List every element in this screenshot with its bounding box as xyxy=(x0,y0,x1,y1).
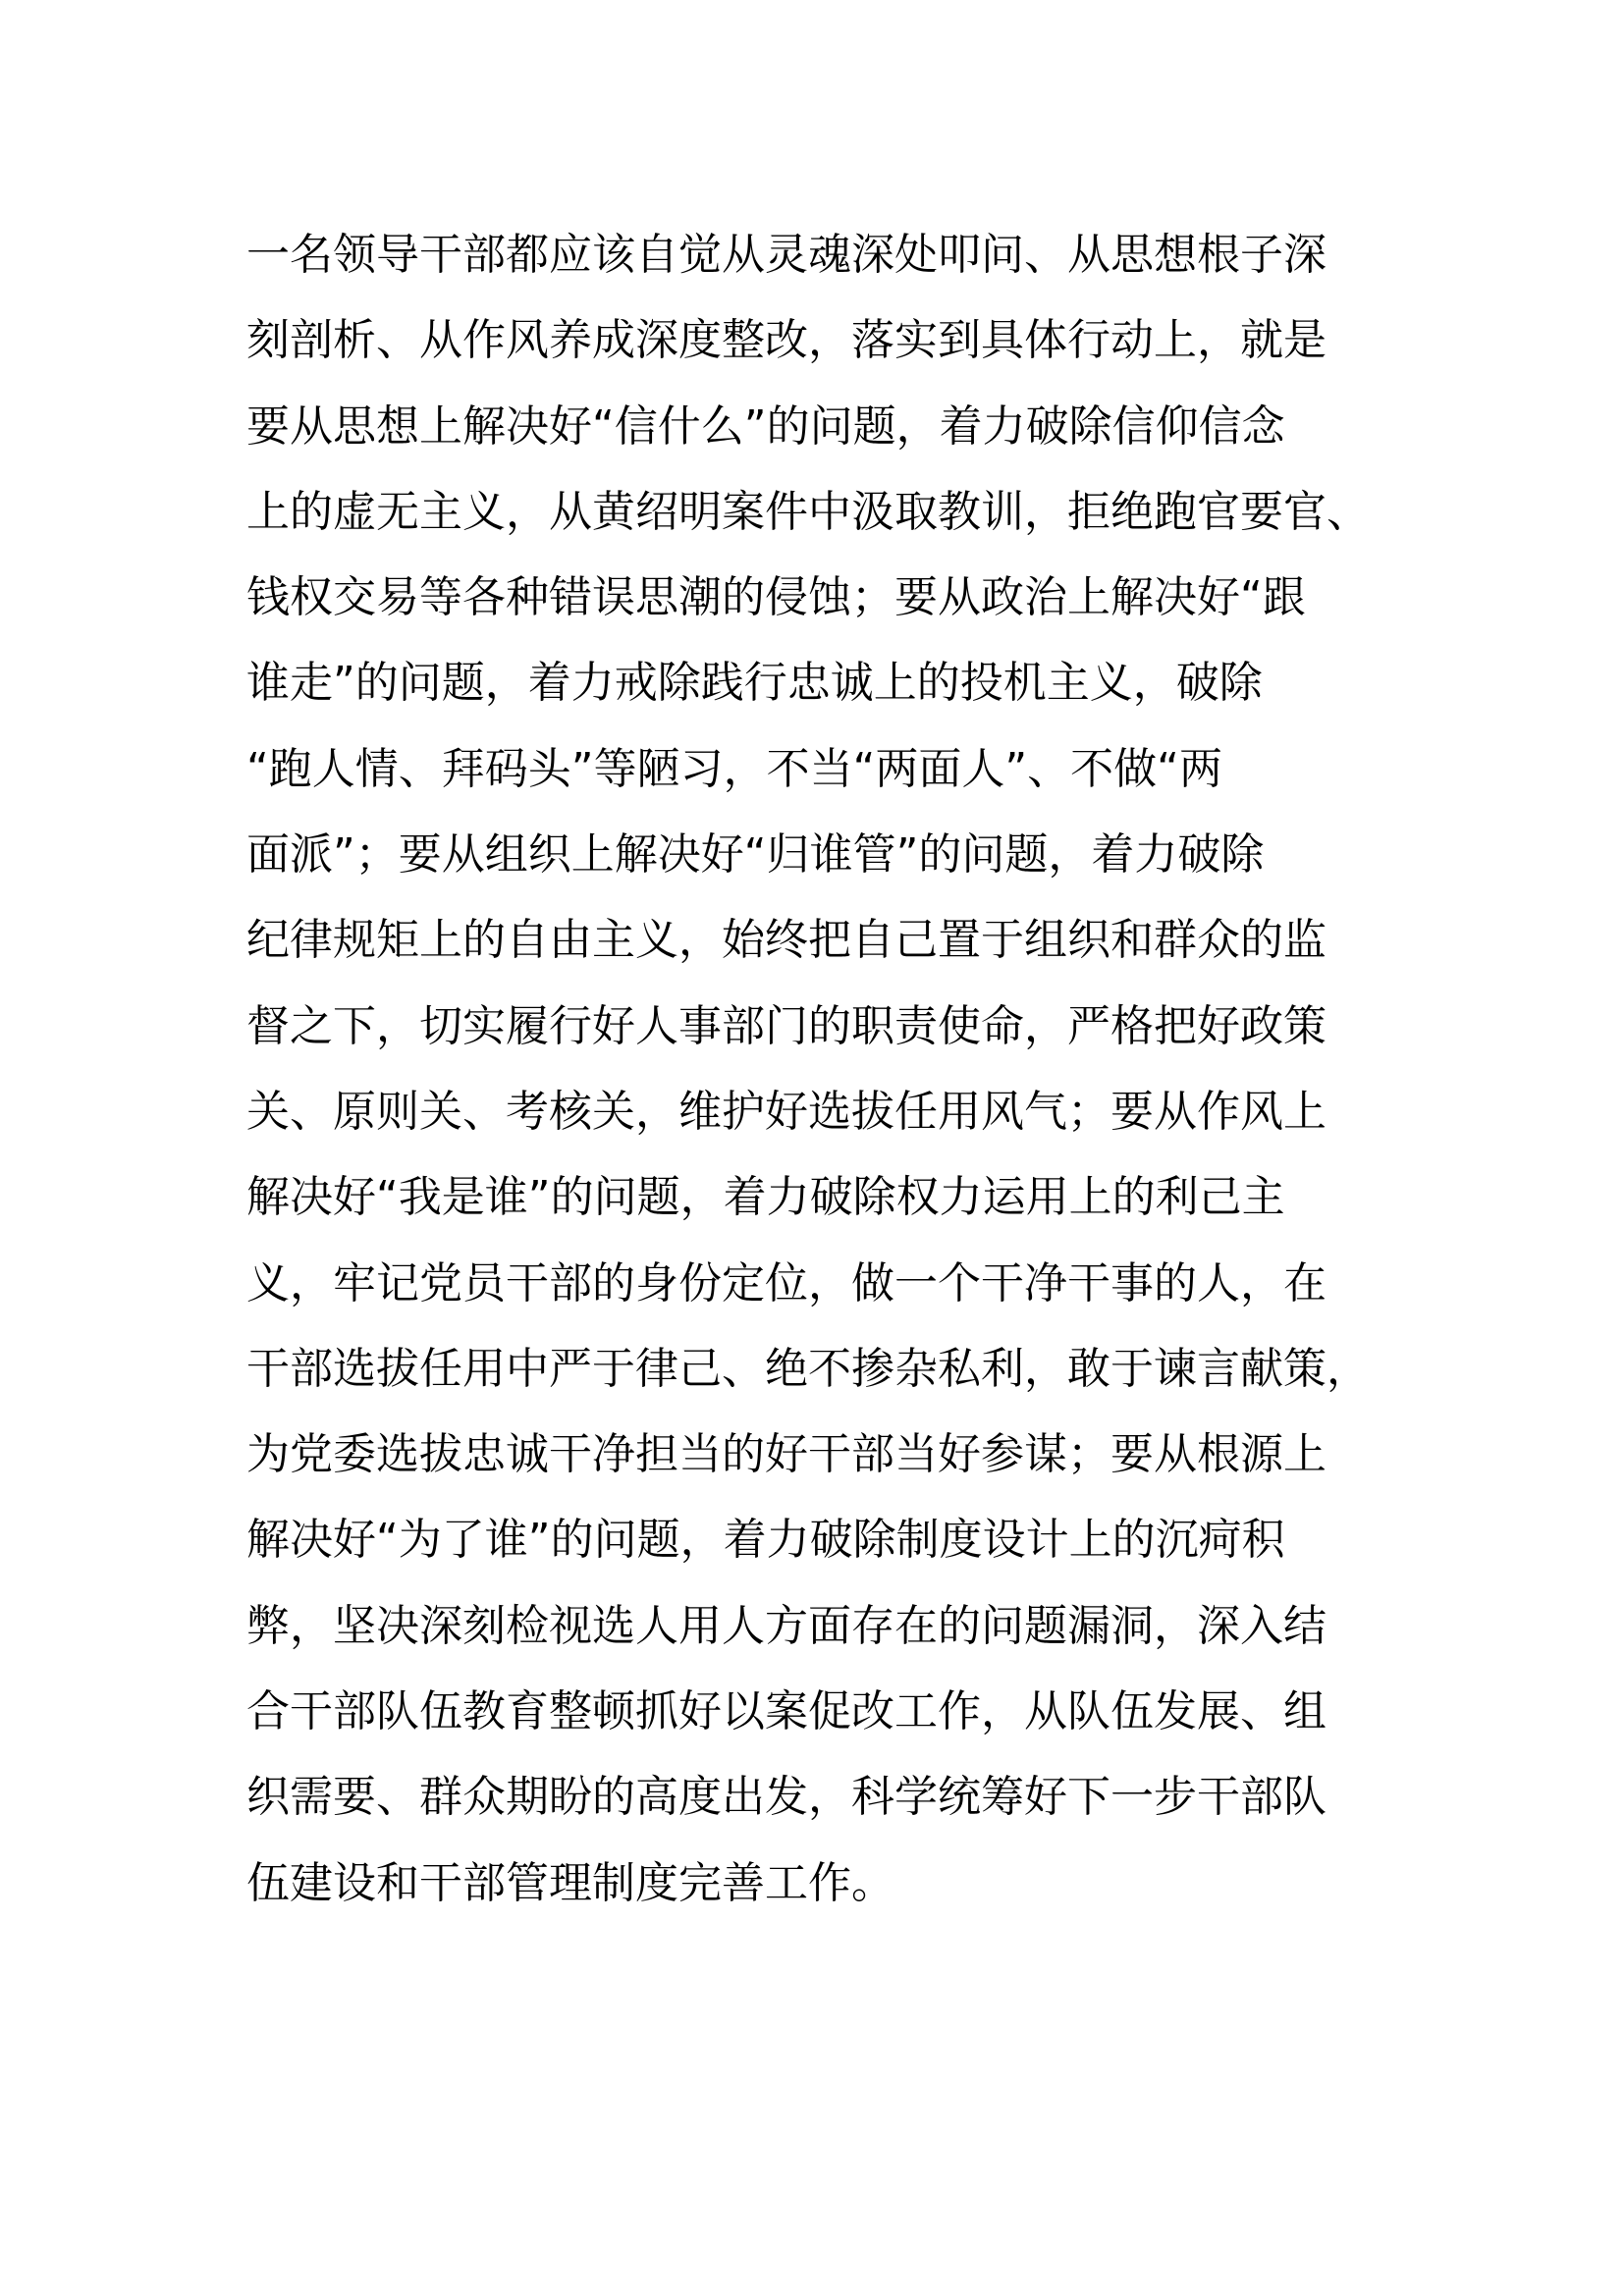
paragraph-line: 解决好“为了谁”的问题，着力破除制度设计上的沉疴积 xyxy=(246,1515,1285,1566)
paragraph-line: 解决好“我是谁”的问题，着力破除权力运用上的利己主 xyxy=(246,1172,1285,1223)
paragraph-line: 关、原则关、考核关，维护好选拔任用风气；要从作风上 xyxy=(246,1086,1326,1137)
paragraph-line: 刻剖析、从作风养成深度整改，落实到具体行动上，就是 xyxy=(246,315,1326,366)
paragraph-line: 督之下，切实履行好人事部门的职责使命，严格把好政策 xyxy=(246,1000,1326,1051)
paragraph-line: 干部选拔任用中严于律己、绝不掺杂私利，敢于谏言献策， xyxy=(246,1343,1370,1394)
paragraph-line: 弊，坚决深刻检视选人用人方面存在的问题漏洞，深入结 xyxy=(246,1600,1326,1651)
paragraph-line: 伍建设和干部管理制度完善工作。 xyxy=(246,1857,894,1908)
paragraph-line: 要从思想上解决好“信什么”的问题，着力破除信仰信念 xyxy=(246,400,1285,452)
paragraph-line: 义，牢记党员干部的身份定位，做一个干净干事的人，在 xyxy=(246,1257,1326,1308)
paragraph-line: 钱权交易等各种错误思潮的侵蚀；要从政治上解决好“跟 xyxy=(246,572,1306,623)
paragraph-line: 为党委选拔忠诚干净担当的好干部当好参谋；要从根源上 xyxy=(246,1429,1326,1480)
paragraph-line: “跑人情、拜码头”等陋习，不当“两面人”、不做“两 xyxy=(246,743,1222,794)
paragraph-line: 面派”；要从组织上解决好“归谁管”的问题，着力破除 xyxy=(246,829,1265,881)
paragraph-line: 上的虚无主义，从黄绍明案件中汲取教训，拒绝跑官要官、 xyxy=(246,486,1370,537)
paragraph-line: 合干部队伍教育整顿抓好以案促改工作，从队伍发展、组 xyxy=(246,1686,1326,1737)
paragraph-line: 一名领导干部都应该自觉从灵魂深处叩问、从思想根子深 xyxy=(246,230,1326,280)
paragraph-line: 纪律规矩上的自由主义，始终把自己置于组织和群众的监 xyxy=(246,915,1326,966)
paragraph-line: 织需要、群众期盼的高度出发，科学统筹好下一步干部队 xyxy=(246,1772,1326,1823)
body-paragraph xyxy=(246,212,1370,1926)
paragraph-line: 谁走”的问题，着力戒除践行忠诚上的投机主义，破除 xyxy=(246,658,1263,709)
